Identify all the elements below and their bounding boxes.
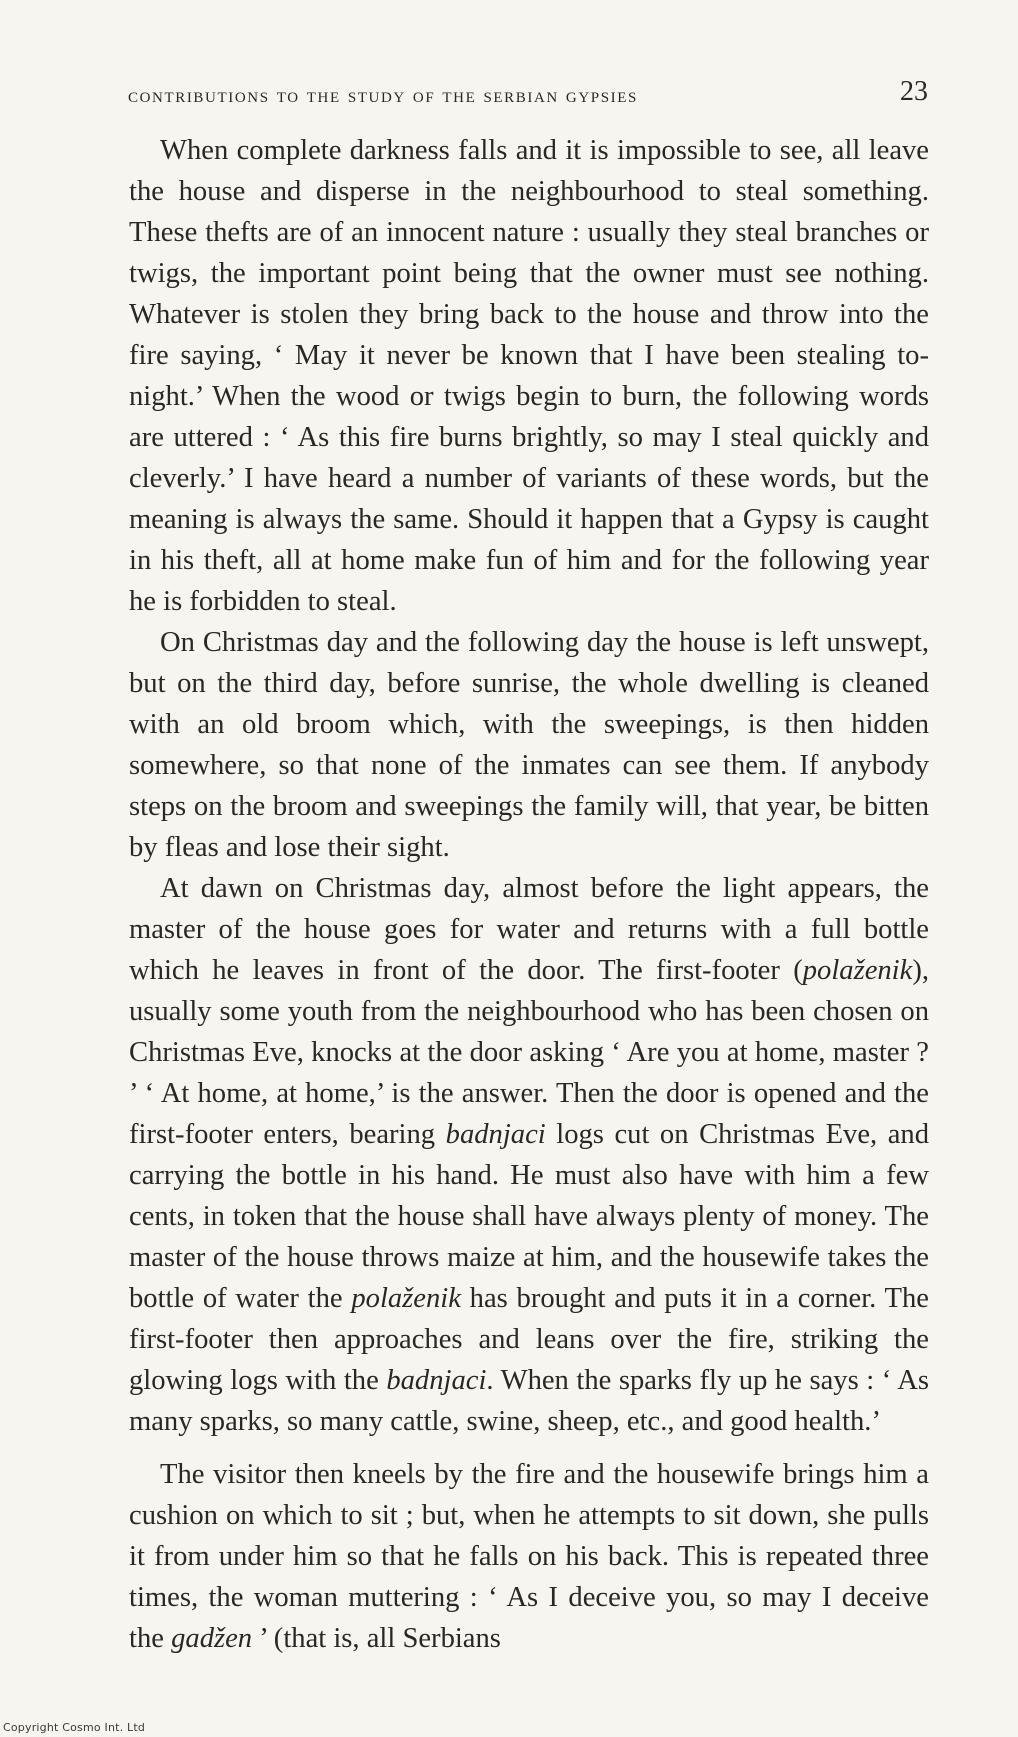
paragraph bbox=[129, 1454, 929, 1659]
italic-term: polaženik bbox=[351, 1283, 461, 1314]
running-title: contributions to the study of the serbian gypsies bbox=[128, 82, 638, 107]
paragraph bbox=[129, 868, 929, 1442]
italic-term: badnjaci bbox=[386, 1365, 487, 1396]
text-run: ’ (that is, all Serbians bbox=[252, 1623, 501, 1654]
paragraph bbox=[129, 130, 929, 622]
text-run: At dawn on Christmas day, almost before the light appears, the master of the house goes for water and returns with a full bottle which he leaves in front of the door. The first-footer ( bbox=[129, 873, 929, 986]
copyright-notice: Copyright Cosmo Int. Ltd bbox=[3, 1721, 146, 1734]
text-run: When complete darkness falls and it is impossible to see, all leave the house and disperse in the neighbourhood to steal something. These thefts are of an innocent nature : usually they steal branches or twigs, the important point being that the owner must see nothing. Whatever is stolen they bring back to the house and throw into the fire saying, ‘ May it never be known that I have been stealing to-night.’ When the wood or twigs begin to burn, the following words are uttered : ‘ As this fire burns brightly, so may I steal quickly and cleverly.’ I have heard a number of variants of these words, but the meaning is always the same. Should it happen that a Gypsy is caught in his theft, all at home make fun of him and for the following year he is forbidden to steal. bbox=[129, 135, 929, 617]
running-header bbox=[128, 76, 928, 116]
text-run: has brought and puts it in a corner. The first-footer then approaches and leans over the fire, striking the glowing logs with the bbox=[129, 1283, 929, 1396]
text-run: . When the sparks fly up he says : ‘ As many sparks, so many cattle, swine, sheep, etc., and good health.’ bbox=[129, 1365, 929, 1437]
page-number: 23 bbox=[900, 76, 928, 107]
paragraph bbox=[129, 622, 929, 868]
italic-term: polaženik bbox=[802, 955, 913, 986]
text-run: ), usually some youth from the neighbourhood who has been chosen on Christmas Eve, knocks at the door asking ‘ Are you at home, master ? ’ ‘ At home, at home,’ is the answer. Then the door is opened and the first-footer enters, bearing bbox=[129, 955, 929, 1150]
italic-term: badnjaci bbox=[445, 1119, 546, 1150]
text-run: On Christmas day and the following day the house is left unswept, but on the third day, before sunrise, the whole dwelling is cleaned with an old broom which, with the sweepings, is then hidden somewhere, so that none of the inmates can see them. If anybody steps on the broom and sweepings the family will, that year, be bitten by fleas and lose their sight. bbox=[129, 627, 929, 863]
italic-term: gadžen bbox=[171, 1623, 253, 1654]
text-run: The visitor then kneels by the fire and the housewife brings him a cushion on which to sit ; but, when he attempts to sit down, she pulls it from under him so that he falls on his back. This is repeated three times, the woman muttering : ‘ As I deceive you, so may I deceive the bbox=[129, 1459, 929, 1654]
text-run: logs cut on Christmas Eve, and carrying the bottle in his hand. He must also have with him a few cents, in token that the house shall have always plenty of money. The master of the house throws maize at him, and the housewife takes the bottle of water the bbox=[129, 1119, 929, 1314]
body-text bbox=[129, 130, 929, 1659]
